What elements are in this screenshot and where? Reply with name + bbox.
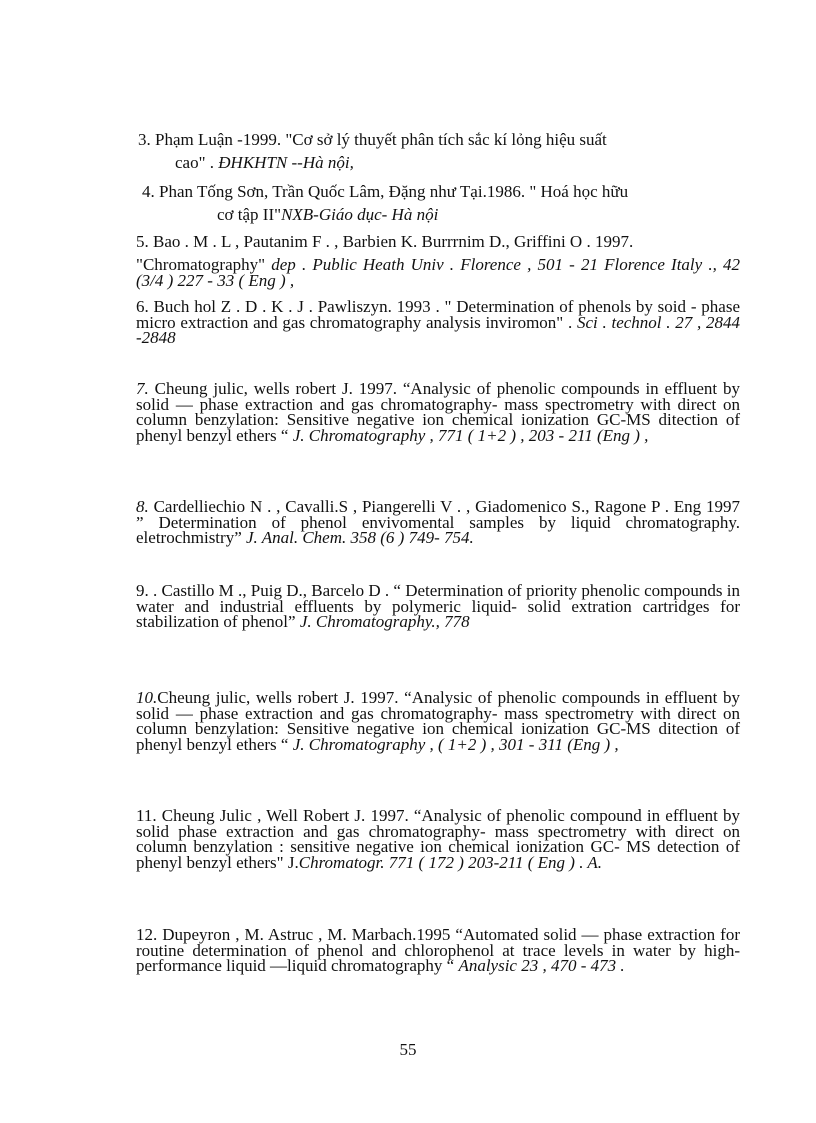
page-number: 55 [399, 1040, 417, 1059]
reference-6 [136, 299, 740, 346]
reference-8 [136, 499, 740, 546]
reference-5-source: dep . Public Heath Univ . Florence , 501 - 21 Florence Italy ., 42 (3/4 ) 227 - 33 ( Eng ) , [136, 255, 740, 290]
reference-9-source: J. Chromatography., 778 [299, 612, 470, 631]
reference-12 [136, 927, 740, 974]
reference-9 [136, 583, 740, 630]
reference-5-text: "Chromatography" [136, 255, 272, 274]
reference-11-source: Chromatogr. 771 ( 172 ) 203-211 ( Eng ) . A. [298, 852, 603, 872]
reference-9-text: 9. . Castillo M ., Puig D., Barcelo D . “ Determination of priority phenolic compounds in water and industrial effluents by polymeric liquid- solid extration cartridges for stabilization of phenol” [136, 581, 740, 631]
reference-4 [142, 180, 742, 226]
reference-12-source: Analysic 23 , 470 - 473 . [458, 956, 625, 975]
reference-10-source: J. Chromatography , ( 1+2 ) , 301 - 311 (Eng ) , [292, 734, 619, 754]
reference-4-source: NXB-Giáo dục- Hà nội [281, 205, 439, 224]
reference-7-source: J. Chromatography , 771 ( 1+2 ) , 203 - 211 (Eng ) , [292, 425, 649, 445]
reference-3-source: ĐHKHTN --Hà nội, [218, 153, 354, 172]
reference-8-number: 8. [136, 497, 149, 516]
reference-3-line1: 3. Phạm Luận -1999. "Cơ sở lý thuyết phân tích sắc kí lỏng hiệu suất [138, 130, 607, 149]
reference-10 [136, 690, 740, 752]
reference-8-source: J. Anal. Chem. 358 (6 ) 749- 754. [246, 528, 474, 547]
reference-3-text: cao" . [175, 153, 219, 172]
reference-12-text: 12. Dupeyron , M. Astruc , M. Marbach.1995 “Automated solid — phase extraction for routine determination of phenol and chlorophenol at trace levels in water by high-performance liquid —liquid chromatography “ [136, 925, 740, 975]
reference-7 [136, 381, 740, 443]
reference-7-text: Cheung julic, wells robert J. 1997. “Analysic of phenolic compounds in effluent by solid — phase extraction and gas chromatography- mass spectrometry with direct on column benzylation: Sensitive negative ion chemical ionization GC-MS ditection of phenyl benzyl ethers “ [136, 379, 740, 445]
reference-3 [138, 128, 738, 174]
reference-5 [136, 257, 740, 288]
reference-11-text: 11. Cheung Julic , Well Robert J. 1997. “Analysic of phenolic compound in effluent by solid phase extraction and gas chromatography- mass spectrometry with direct on column benzylation : sensitive negative ion chemical ionization GC- MS detection of phenyl benzyl ethers" J. [136, 806, 740, 872]
reference-8-text: Cardelliechio N . , Cavalli.S , Piangerelli V . , Giadomenico S., Ragone P . Eng 1997 ” Determination of phenol envivomental samples by liquid chromatography. eletrochmistry” [136, 497, 740, 547]
reference-6-source: Sci . technol . 27 , 2844 -2848 [136, 312, 740, 347]
reference-6-text: 6. Buch hol Z . D . K . J . Pawliszyn. 1993 . " Determination of phenols by soid - phase micro extraction and gas chromatography analysis inviromon" . [136, 297, 740, 332]
reference-5-line1: 5. Bao . M . L , Pautanim F . , Barbien K. Burrrnim D., Griffini O . 1997. [136, 232, 634, 251]
reference-10-number: 10. [136, 688, 158, 707]
reference-4-line1: 4. Phan Tống Sơn, Trần Quốc Lâm, Đặng như Tại.1986. " Hoá học hữu [142, 182, 629, 201]
reference-11 [136, 808, 740, 870]
reference-10-text: Cheung julic, wells robert J. 1997. “Analysic of phenolic compounds in effluent by solid — phase extraction and gas chromatography- mass spectrometry with direct on column benzylation: Sensitive negative ion chemical ionization GC-MS ditection of phenyl benzyl ethers “ [136, 688, 740, 754]
reference-7-number: 7. [136, 379, 149, 398]
reference-4-text: cơ tập II" [217, 205, 282, 224]
